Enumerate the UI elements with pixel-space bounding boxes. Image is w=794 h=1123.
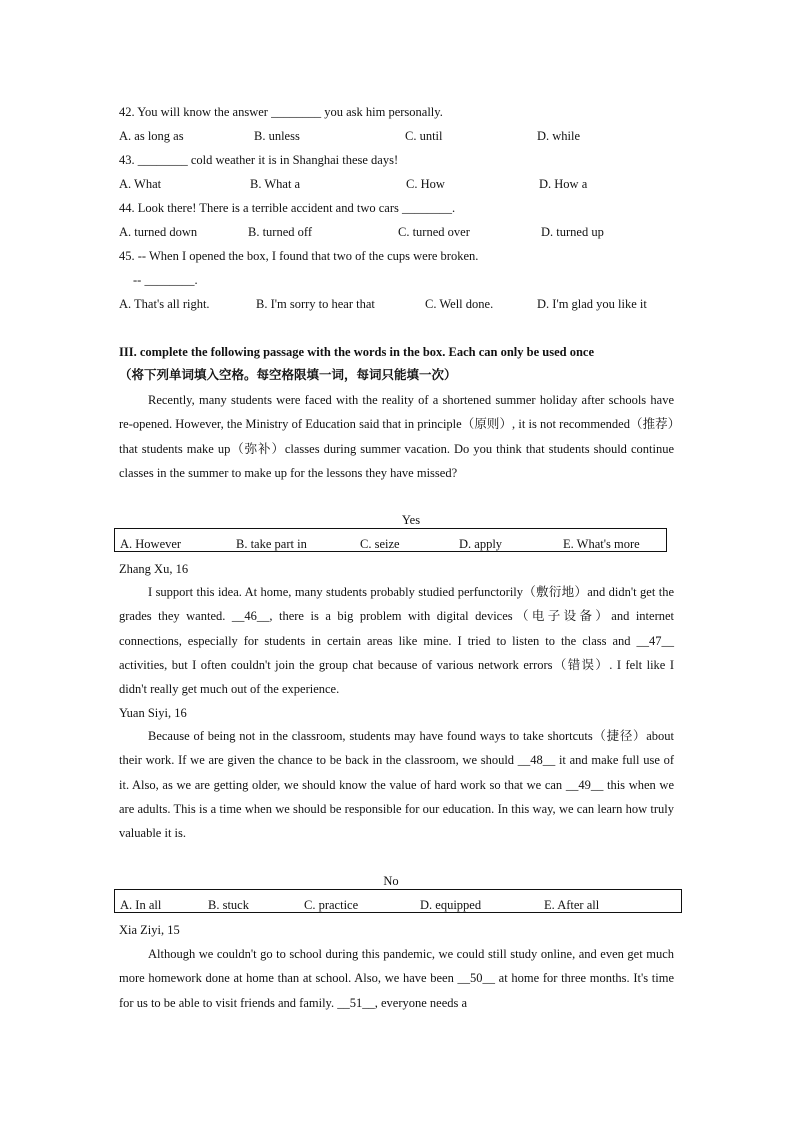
question-43-stem: 43. ________ cold weather it is in Shanghai these days! <box>119 153 399 167</box>
yes-word-b: B. take part in <box>236 537 307 551</box>
no-word-d: D. equipped <box>420 898 482 912</box>
q42-option-a: A. as long as <box>119 129 184 143</box>
section-heading-zh: （将下列单词填入空格。每空格限填一词，每词只能填一次） <box>119 367 457 382</box>
q42-option-c: C. until <box>405 129 443 143</box>
q45-option-b: B. I'm sorry to hear that <box>256 297 375 311</box>
no-title: No <box>383 874 399 888</box>
yes-word-box <box>114 528 667 552</box>
no-word-a: A. In all <box>120 898 162 912</box>
question-45-stem: 45. -- When I opened the box, I found that two of the cups were broken. <box>119 249 479 263</box>
q44-option-d: D. turned up <box>541 225 604 239</box>
no-word-c: C. practice <box>304 898 359 912</box>
q45-option-c: C. Well done. <box>425 297 494 311</box>
no-word-e: E. After all <box>544 898 600 912</box>
yes-title: Yes <box>401 513 421 527</box>
q43-option-d: D. How a <box>539 177 588 191</box>
speaker-zhang-xu: Zhang Xu, 16 <box>119 562 189 576</box>
q44-option-c: C. turned over <box>398 225 470 239</box>
paragraph-yuan-siyi: Because of being not in the classroom, students may have found ways to take shortcuts（捷径）about their work. If we are given the chance to be back in the classroom, we should __48__ it and make full use of it. Also, as we are getting older, we should know the value of hard work so that we can __49__ this when we are adults. This is a time when we should be responsible for our education. In this way, we can learn how truly valuable it is. <box>119 729 674 841</box>
speaker-yuan-siyi: Yuan Siyi, 16 <box>119 706 187 720</box>
section-heading-en: III. complete the following passage with the words in the box. Each can only be used once <box>119 345 595 359</box>
intro-paragraph: Recently, many students were faced with the reality of a shortened summer holiday after schools have re-opened. However, the Ministry of Education said that in principle（原则）, it is not recommended（推荐）that students make up（弥补）classes during summer vacation. Do you think that students should continue classes in the summer to make up for the lessons they have missed? <box>119 393 674 480</box>
q44-option-b: B. turned off <box>248 225 312 239</box>
paragraph-zhang-xu: I support this idea. At home, many students probably studied perfunctorily（敷衍地）and didn't get the grades they wanted. __46__, there is a big problem with digital devices（电子设备）and internet connections, especially for students in certain areas like mine. I tried to listen to the class and __47__ activities, but I often couldn't join the group chat because of various network errors（错误）. I felt like I didn't really get much out of the experience. <box>119 585 674 697</box>
q42-option-b: B. unless <box>254 129 300 143</box>
paragraph-xia-ziyi: Although we couldn't go to school during this pandemic, we could still study online, and even get much more homework done at home than at school. Also, we have been __50__ at home for three months. It's time for us to be able to visit friends and family. __51__, everyone needs a <box>119 947 674 1010</box>
q43-option-a: A. What <box>119 177 162 191</box>
q43-option-b: B. What a <box>250 177 301 191</box>
question-44-stem: 44. Look there! There is a terrible accident and two cars ________. <box>119 201 456 215</box>
q45-option-a: A. That's all right. <box>119 297 210 311</box>
no-word-box <box>114 889 682 913</box>
yes-word-c: C. seize <box>360 537 400 551</box>
question-42-stem: 42. You will know the answer ________ you ask him personally. <box>119 105 443 119</box>
no-word-b: B. stuck <box>208 898 249 912</box>
yes-word-d: D. apply <box>459 537 503 551</box>
q42-option-d: D. while <box>537 129 581 143</box>
speaker-xia-ziyi: Xia Ziyi, 15 <box>119 923 180 937</box>
yes-word-e: E. What's more <box>563 537 640 551</box>
q45-option-d: D. I'm glad you like it <box>537 297 647 311</box>
q44-option-a: A. turned down <box>119 225 198 239</box>
q43-option-c: C. How <box>406 177 445 191</box>
question-45-reply: -- ________. <box>133 273 198 287</box>
yes-word-a: A. However <box>120 537 182 551</box>
